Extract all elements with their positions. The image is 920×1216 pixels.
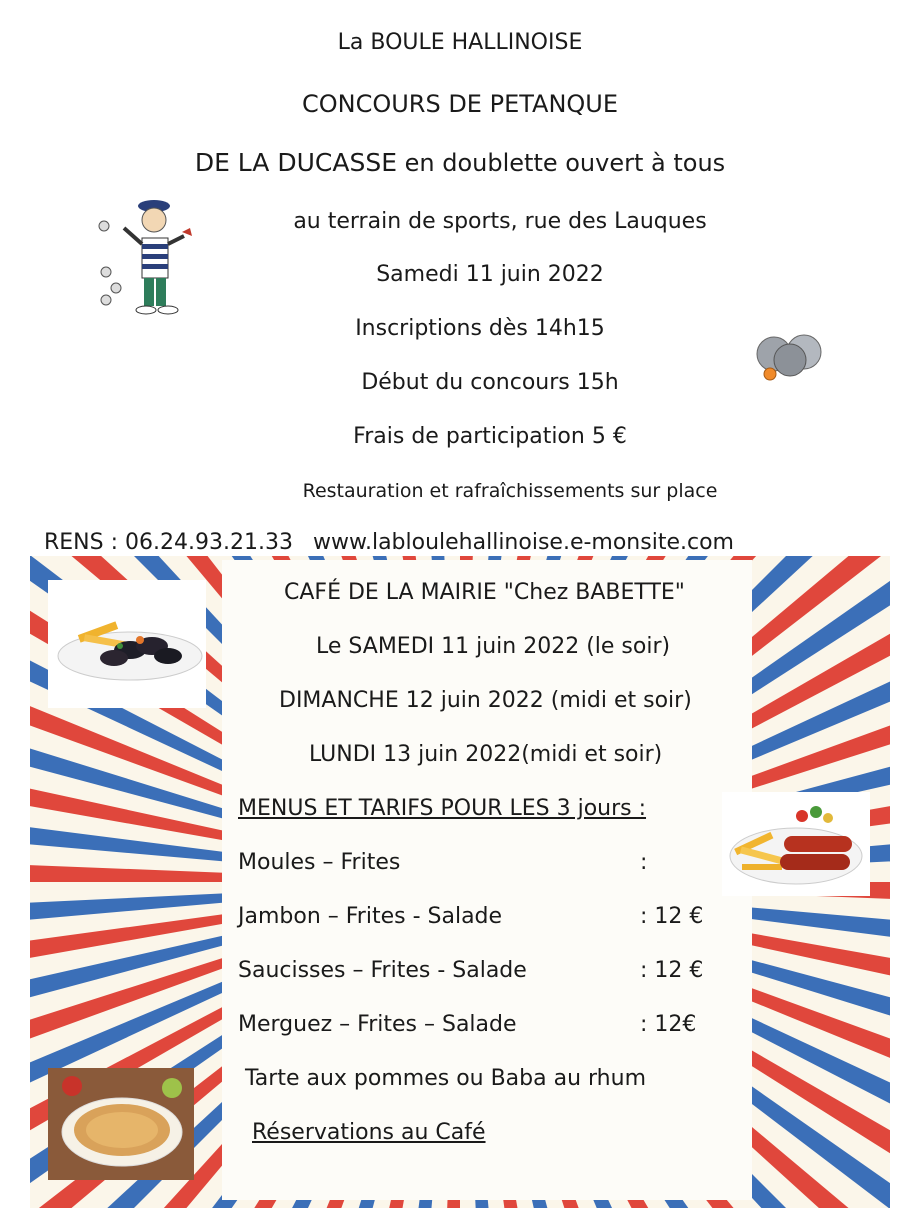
menu-item: Moules – Frites (238, 850, 401, 875)
cafe-day-3: LUNDI 13 juin 2022(midi et soir) (309, 742, 663, 767)
subtitle-rest: en doublette ouvert à tous (397, 149, 726, 177)
menu-price: : 12€ (640, 1012, 697, 1037)
food-info: Restauration et rafraîchissements sur place (302, 480, 718, 502)
menu-price: : 12 € (640, 958, 704, 983)
menu-item: Saucisses – Frites - Salade (238, 958, 527, 983)
mussels-fries-photo (48, 580, 206, 708)
event-date: Samedi 11 juin 2022 (376, 262, 604, 287)
menu-price: : (640, 850, 648, 875)
menu-item: Merguez – Frites – Salade (238, 1012, 517, 1037)
contact-website[interactable]: www.labloulehallinoise.e-monsite.com (313, 530, 734, 555)
sausages-fries-photo (722, 792, 870, 896)
petanque-player-icon (96, 192, 196, 322)
cafe-day-1: Le SAMEDI 11 juin 2022 (le soir) (316, 634, 671, 659)
event-subtitle (0, 148, 920, 177)
registration-time: Inscriptions dès 14h15 (355, 316, 605, 341)
dessert: Tarte aux pommes ou Baba au rhum (245, 1066, 646, 1091)
cafe-day-2: DIMANCHE 12 juin 2022 (midi et soir) (279, 688, 692, 713)
cafe-name: CAFÉ DE LA MAIRIE "Chez BABETTE" (284, 580, 685, 605)
contact-phone: RENS : 06.24.93.21.33 (44, 530, 293, 555)
subtitle-bold: DE LA DUCASSE (194, 148, 397, 177)
event-title: CONCOURS DE PETANQUE (301, 90, 619, 118)
club-name: La BOULE HALLINOISE (337, 30, 583, 55)
reservation-note: Réservations au Café (252, 1120, 486, 1145)
apple-tart-photo (48, 1068, 194, 1180)
boules-icon (752, 330, 828, 382)
participation-fee: Frais de participation 5 € (353, 424, 627, 449)
menu-item: Jambon – Frites - Salade (238, 904, 503, 929)
location: au terrain de sports, rue des Lauques (293, 209, 707, 234)
menu-title: MENUS ET TARIFS POUR LES 3 jours : (238, 796, 647, 821)
menu-price: : 12 € (640, 904, 704, 929)
start-time: Début du concours 15h (361, 370, 619, 395)
